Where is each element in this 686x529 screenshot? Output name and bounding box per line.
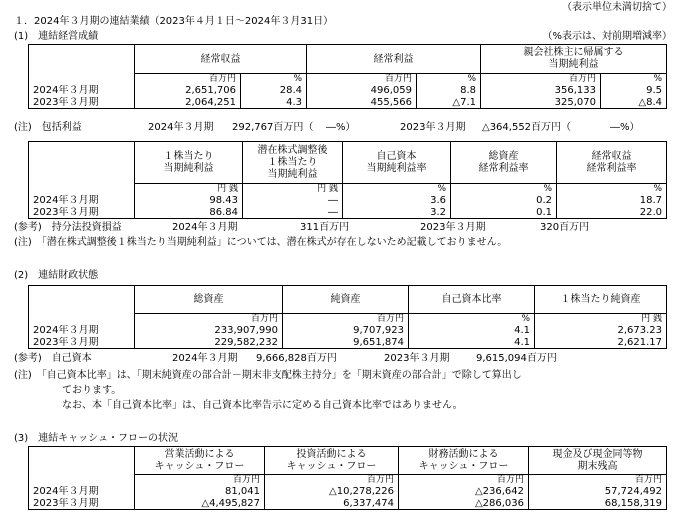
value-cell: 0.2 — [451, 195, 557, 207]
header-net-income — [481, 45, 667, 74]
value-cell: 496,059 — [307, 85, 417, 97]
value-cell: 86.84 — [135, 207, 243, 219]
header-ordinary-profit: 経常利益 — [307, 45, 481, 74]
row-label: 2024年３月期 — [29, 325, 135, 337]
unit-cell: 百万円 — [307, 74, 417, 85]
unit-cell: % — [241, 74, 307, 85]
value-cell: ― — [243, 207, 343, 219]
header-eps-line2: 当期純利益 — [163, 162, 214, 174]
ref-label: (参考) 持分法投資損益 — [14, 222, 122, 233]
ref-label: (参考) 自己資本 — [14, 353, 92, 364]
unit-cell: % — [409, 314, 535, 325]
value-cell: 4.1 — [409, 337, 535, 349]
row-label: 2024年３月期 — [29, 85, 135, 97]
ref-value: 311百万円 — [300, 222, 350, 233]
value-cell: △236,642 — [399, 486, 529, 498]
ref-value: 9,666,828百万円 — [256, 353, 337, 364]
unit-cell: 円 銭 — [243, 184, 343, 195]
header-net-income-line2: 当期純利益 — [548, 59, 599, 70]
header-cash-balance — [529, 447, 667, 475]
value-cell: △4,495,827 — [135, 498, 265, 510]
header-net-assets: 純資産 — [283, 286, 409, 314]
unit-cell: 百万円 — [481, 74, 601, 85]
capital-ratio-note-line2: ております。 — [62, 385, 122, 396]
ref-period: 2024年３月期 — [172, 353, 238, 364]
unit-blank — [29, 184, 135, 195]
value-cell: △7.1 — [417, 97, 481, 109]
header-blank — [29, 286, 135, 314]
value-cell: 9.5 — [601, 85, 667, 97]
header-diluted-eps-line3: 当期純利益 — [267, 168, 318, 180]
header-diluted-eps — [243, 142, 343, 184]
unit-cell: % — [557, 184, 667, 195]
value-cell: 233,907,990 — [135, 325, 283, 337]
value-cell: △10,278,226 — [265, 486, 399, 498]
header-roe-line1: 自己資本 — [376, 150, 417, 162]
value-cell: △8.4 — [601, 97, 667, 109]
unit-note: （表示単位未満切捨て） — [562, 2, 672, 13]
header-margin-line2: 経常利益率 — [586, 162, 637, 174]
section-1-heading: (1) 連結経営成績 — [14, 31, 99, 42]
header-roa — [451, 142, 557, 184]
value-cell: 4.3 — [241, 97, 307, 109]
header-eps-line1: １株当たり — [163, 150, 214, 162]
unit-blank — [29, 475, 135, 486]
unit-cell: % — [417, 74, 481, 85]
header-financing-cf-line2: キャッシュ・フロー — [418, 460, 509, 472]
header-roa-line2: 経常利益率 — [478, 162, 529, 174]
header-roe — [343, 142, 451, 184]
note-pct: ―%） — [610, 122, 640, 133]
capital-ratio-note-line3: なお、本「自己資本比率」は、自己資本比率告示に定める自己資本比率ではありません。 — [62, 400, 463, 411]
capital-ratio-note-line1: (注) 「自己資本比率」は、「期末純資産の部合計－期末非支配株主持分」を「期末資産の部合計」で除して算出し — [14, 370, 522, 381]
value-cell: 455,566 — [307, 97, 417, 109]
financial-position-table — [28, 285, 667, 349]
header-financing-cf — [399, 447, 529, 475]
header-investing-cf-line2: キャッシュ・フロー — [286, 460, 377, 472]
value-cell: 98.43 — [135, 195, 243, 207]
value-cell: 6,337,474 — [265, 498, 399, 510]
unit-blank — [29, 314, 135, 325]
unit-cell: 百万円 — [135, 314, 283, 325]
diluted-eps-note: (注) 「潜在株式調整後１株当たり当期純利益」については、潜在株式が存在しないため記載しておりません。 — [14, 237, 508, 248]
cash-flow-table — [28, 446, 667, 510]
value-cell: 3.2 — [343, 207, 451, 219]
note-value: 292,767百万円（ — [232, 122, 314, 133]
unit-cell: 百万円 — [265, 475, 399, 486]
value-cell: ― — [243, 195, 343, 207]
note-period: 2023年３月期 — [400, 122, 466, 133]
value-cell: 229,582,232 — [135, 337, 283, 349]
operating-results-table — [28, 44, 667, 109]
value-cell: 2,621.17 — [535, 337, 667, 349]
header-operating-cf-line2: キャッシュ・フロー — [154, 460, 245, 472]
row-label: 2023年３月期 — [29, 498, 135, 510]
header-total-assets: 総資産 — [135, 286, 283, 314]
value-cell: 8.8 — [417, 85, 481, 97]
note-period: 2024年３月期 — [148, 122, 214, 133]
header-blank — [29, 447, 135, 475]
section-2-heading: (2) 連結財政状態 — [14, 270, 99, 281]
header-roe-line2: 当期純利益率 — [366, 162, 427, 174]
value-cell: 57,724,492 — [529, 486, 667, 498]
value-cell: 9,707,923 — [283, 325, 409, 337]
header-investing-cf — [265, 447, 399, 475]
note-pct: ―%） — [326, 122, 356, 133]
note-label: (注) 包括利益 — [14, 122, 82, 133]
note-value: △364,552百万円（ — [482, 122, 572, 133]
row-label: 2024年３月期 — [29, 486, 135, 498]
header-cash-balance-line1: 現金及び現金同等物 — [552, 448, 643, 460]
value-cell: 2,651,706 — [135, 85, 241, 97]
ref-value: 9,615,094百万円 — [476, 353, 557, 364]
value-cell: 9,651,874 — [283, 337, 409, 349]
header-diluted-eps-line1: 潜在株式調整後 — [257, 144, 328, 156]
header-bps: １株当たり純資産 — [535, 286, 667, 314]
ref-period: 2024年３月期 — [172, 222, 238, 233]
row-label: 2024年３月期 — [29, 195, 135, 207]
header-financing-cf-line1: 財務活動による — [428, 448, 499, 460]
ref-period: 2023年３月期 — [384, 353, 450, 364]
header-margin — [557, 142, 667, 184]
value-cell: △286,036 — [399, 498, 529, 510]
header-diluted-eps-line2: １株当たり — [267, 156, 318, 168]
unit-cell: 百万円 — [135, 475, 265, 486]
header-blank — [29, 142, 135, 184]
unit-cell: % — [451, 184, 557, 195]
value-cell: 356,133 — [481, 85, 601, 97]
row-label: 2023年３月期 — [29, 207, 135, 219]
row-label: 2023年３月期 — [29, 337, 135, 349]
header-capital-ratio: 自己資本比率 — [409, 286, 535, 314]
value-cell: 18.7 — [557, 195, 667, 207]
value-cell: 0.1 — [451, 207, 557, 219]
unit-cell: 百万円 — [529, 475, 667, 486]
header-ordinary-income: 経常収益 — [135, 45, 307, 74]
unit-cell: 百万円 — [135, 74, 241, 85]
value-cell: 4.1 — [409, 325, 535, 337]
value-cell: 325,070 — [481, 97, 601, 109]
per-share-table — [28, 141, 667, 219]
header-investing-cf-line1: 投資活動による — [296, 448, 367, 460]
row-label: 2023年３月期 — [29, 97, 135, 109]
ref-period: 2023年３月期 — [420, 222, 486, 233]
page-title: １．2024年３月期の連結業績（2023年４月１日～2024年３月31日） — [14, 16, 334, 27]
unit-cell: 百万円 — [399, 475, 529, 486]
value-cell: 68,158,319 — [529, 498, 667, 510]
header-cash-balance-line2: 期末残高 — [577, 460, 618, 472]
unit-cell: 円 銭 — [135, 184, 243, 195]
header-net-income-line1: 親会社株主に帰属する — [523, 47, 624, 58]
unit-cell: % — [601, 74, 667, 85]
value-cell: 3.6 — [343, 195, 451, 207]
unit-cell: % — [343, 184, 451, 195]
unit-blank — [29, 74, 135, 85]
unit-cell: 円 銭 — [535, 314, 667, 325]
value-cell: 2,673.23 — [535, 325, 667, 337]
header-eps — [135, 142, 243, 184]
pct-note: （%表示は、対前期増減率） — [542, 31, 672, 42]
header-operating-cf-line1: 営業活動による — [164, 448, 235, 460]
value-cell: 81,041 — [135, 486, 265, 498]
header-roa-line1: 総資産 — [488, 150, 519, 162]
header-operating-cf — [135, 447, 265, 475]
section-3-heading: (3) 連結キャッシュ・フローの状況 — [14, 433, 178, 444]
value-cell: 2,064,251 — [135, 97, 241, 109]
value-cell: 22.0 — [557, 207, 667, 219]
header-blank — [29, 45, 135, 74]
unit-cell: 百万円 — [283, 314, 409, 325]
header-margin-line1: 経常収益 — [591, 150, 632, 162]
value-cell: 28.4 — [241, 85, 307, 97]
ref-value: 320百万円 — [540, 222, 590, 233]
